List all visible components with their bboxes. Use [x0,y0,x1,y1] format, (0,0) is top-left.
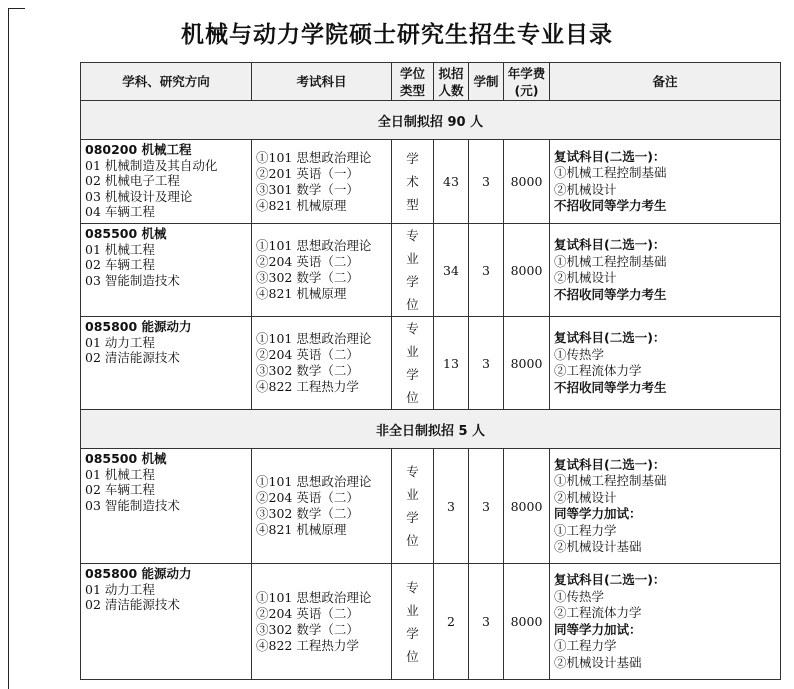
header-exam: 考试科目 [252,63,392,101]
research-direction: 01 机械制造及其自动化 [85,157,218,173]
degree-type-char: 位 [406,390,419,405]
exam-subject: ①101 思想政治理论 [256,474,372,489]
header-subject: 学科、研究方向 [81,63,252,101]
exam-subject: ④822 工程热力学 [256,379,359,394]
degree-type-char: 学 [406,367,419,382]
fee-cell: 8000 [504,449,550,564]
section-row-parttime [81,410,781,449]
note-item: ②机械设计 [554,489,617,505]
header-fee-line1: 年学费 [507,65,546,81]
years-cell: 3 [469,224,504,317]
fee-cell: 8000 [504,224,550,317]
section-row-fulltime [81,101,781,140]
table-header-row [81,63,781,101]
exam-subject: ①101 思想政治理论 [256,149,372,165]
program-code: 080200 机械工程 [85,142,192,157]
note-item: ①工程力学 [554,522,617,538]
degree-type-char: 学 [406,274,419,289]
research-direction: 03 智能制造技术 [85,497,180,513]
exam-subject: ①101 思想政治理论 [256,238,372,253]
note-item: ②机械设计基础 [554,539,642,554]
note-heading: 复试科目(二选一)： [554,456,666,472]
fee-cell: 8000 [504,564,550,680]
research-direction: 02 清洁能源技术 [85,597,180,612]
program-row [81,224,781,317]
degree-type-cell [392,224,434,317]
note-item: ①机械工程控制基础 [554,473,667,488]
program-code: 085800 能源动力 [85,319,192,334]
note-item: ①工程力学 [554,638,617,653]
research-direction: 04 车辆工程 [85,204,155,219]
program-code: 085500 机械 [85,226,167,241]
quota-cell: 34 [434,224,469,317]
exam-subjects-cell [252,224,392,317]
note-heading: 复试科目(二选一)： [554,330,666,345]
research-direction: 02 机械电子工程 [85,173,180,188]
exam-subject: ④822 工程热力学 [256,637,359,653]
note-item: ②机械设计 [554,270,617,285]
degree-type-char: 专 [406,464,419,479]
note-heading: 不招收同等学力考生 [554,379,667,395]
program-major-cell [81,449,252,564]
notes-cell [550,140,781,224]
research-direction: 02 车辆工程 [85,257,155,272]
note-item: ①机械工程控制基础 [554,253,667,269]
exam-subject: ③302 数学（二） [256,270,359,285]
exam-subject: ③302 数学（二） [256,621,359,637]
note-heading: 同等学力加试： [554,621,642,637]
program-row [81,564,781,680]
program-major-cell [81,140,252,224]
program-row [81,449,781,564]
exam-subject: ②204 英语（二） [256,605,359,621]
header-fee [504,63,550,101]
header-degree [392,63,434,101]
page-margin-rule [8,8,9,689]
degree-type-char: 专 [406,579,419,595]
exam-subject: ④821 机械原理 [256,197,347,213]
quota-cell: 43 [434,140,469,224]
fee-cell: 8000 [504,317,550,410]
program-code: 085500 机械 [85,451,167,466]
research-direction: 03 机械设计及理论 [85,188,193,204]
note-item: ①传热学 [554,346,605,362]
exam-subjects-cell [252,564,392,680]
exam-subject: ②201 英语（一） [256,165,359,181]
note-item: ②机械设计基础 [554,654,642,670]
degree-type-char: 学 [406,510,419,525]
research-direction: 01 动力工程 [85,334,155,350]
degree-type-char: 业 [406,602,419,618]
years-cell: 3 [469,140,504,224]
program-major-cell [81,317,252,410]
note-item: ②工程流体力学 [554,363,642,378]
program-row [81,140,781,224]
exam-subject: ①101 思想政治理论 [256,331,372,346]
research-direction: 02 清洁能源技术 [85,350,180,365]
years-cell: 3 [469,564,504,680]
years-cell: 3 [469,449,504,564]
page-title: 机械与动力学院硕士研究生招生专业目录 [181,22,613,48]
degree-type-char: 位 [406,297,419,312]
header-degree-line2: 类型 [399,82,425,98]
header-fee-line2: (元) [514,82,539,98]
section-parttime-label: 非全日制拟招 5 人 [81,410,781,449]
note-heading: 复试科目(二选一)： [554,572,666,587]
notes-cell [550,449,781,564]
quota-cell: 13 [434,317,469,410]
degree-type-char: 学 [406,151,419,166]
note-item: ②工程流体力学 [554,605,642,620]
header-degree-line1: 学位 [399,65,425,81]
header-notes: 备注 [550,63,781,101]
header-quota-line2: 人数 [438,82,464,98]
exam-subject: ③302 数学（二） [256,506,359,521]
degree-type-char: 位 [406,648,419,664]
note-heading: 不招收同等学力考生 [554,286,667,302]
exam-subjects-cell [252,317,392,410]
degree-type-char: 业 [406,251,419,266]
exam-subjects-cell [252,449,392,564]
degree-type-cell [392,317,434,410]
header-quota-line1: 拟招 [438,65,464,81]
note-item: ①传热学 [554,588,605,604]
research-direction: 01 机械工程 [85,466,155,482]
note-heading: 复试科目(二选一)： [554,148,666,164]
degree-type-char: 术 [406,174,419,189]
exam-subject: ②204 英语（二） [256,254,359,269]
exam-subject: ②204 英语（二） [256,347,359,362]
program-code: 085800 能源动力 [85,566,192,581]
degree-type-char: 型 [406,197,419,212]
program-catalog-table [80,62,781,680]
quota-cell: 2 [434,564,469,680]
degree-type-char: 业 [406,487,419,502]
exam-subject: ②204 英语（二） [256,490,359,505]
degree-type-cell [392,449,434,564]
notes-cell [550,317,781,410]
fee-cell: 8000 [504,140,550,224]
note-heading: 同等学力加试： [554,506,642,521]
page-corner-rule [8,8,25,9]
exam-subject: ④821 机械原理 [256,522,347,537]
program-row [81,317,781,410]
section-fulltime-label: 全日制拟招 90 人 [81,101,781,140]
research-direction: 01 动力工程 [85,581,155,597]
degree-type-char: 专 [406,228,419,243]
exam-subject: ③301 数学（一） [256,181,359,197]
note-item: ①机械工程控制基础 [554,165,667,180]
note-heading: 复试科目(二选一)： [554,237,666,252]
exam-subject: ①101 思想政治理论 [256,589,372,605]
research-direction: 03 智能制造技术 [85,272,180,288]
degree-type-cell [392,564,434,680]
degree-type-char: 学 [406,625,419,641]
exam-subjects-cell [252,140,392,224]
degree-type-char: 业 [406,344,419,359]
exam-subject: ③302 数学（二） [256,363,359,378]
note-item: ②机械设计 [554,181,617,197]
degree-type-cell [392,140,434,224]
research-direction: 02 车辆工程 [85,482,155,497]
exam-subject: ④821 机械原理 [256,286,347,301]
program-major-cell [81,224,252,317]
quota-cell: 3 [434,449,469,564]
note-heading: 不招收同等学力考生 [554,198,667,213]
program-major-cell [81,564,252,680]
degree-type-char: 专 [406,321,419,336]
years-cell: 3 [469,317,504,410]
research-direction: 01 机械工程 [85,241,155,257]
header-quota [434,63,469,101]
header-years: 学制 [469,63,504,101]
degree-type-char: 位 [406,533,419,548]
notes-cell [550,564,781,680]
notes-cell [550,224,781,317]
